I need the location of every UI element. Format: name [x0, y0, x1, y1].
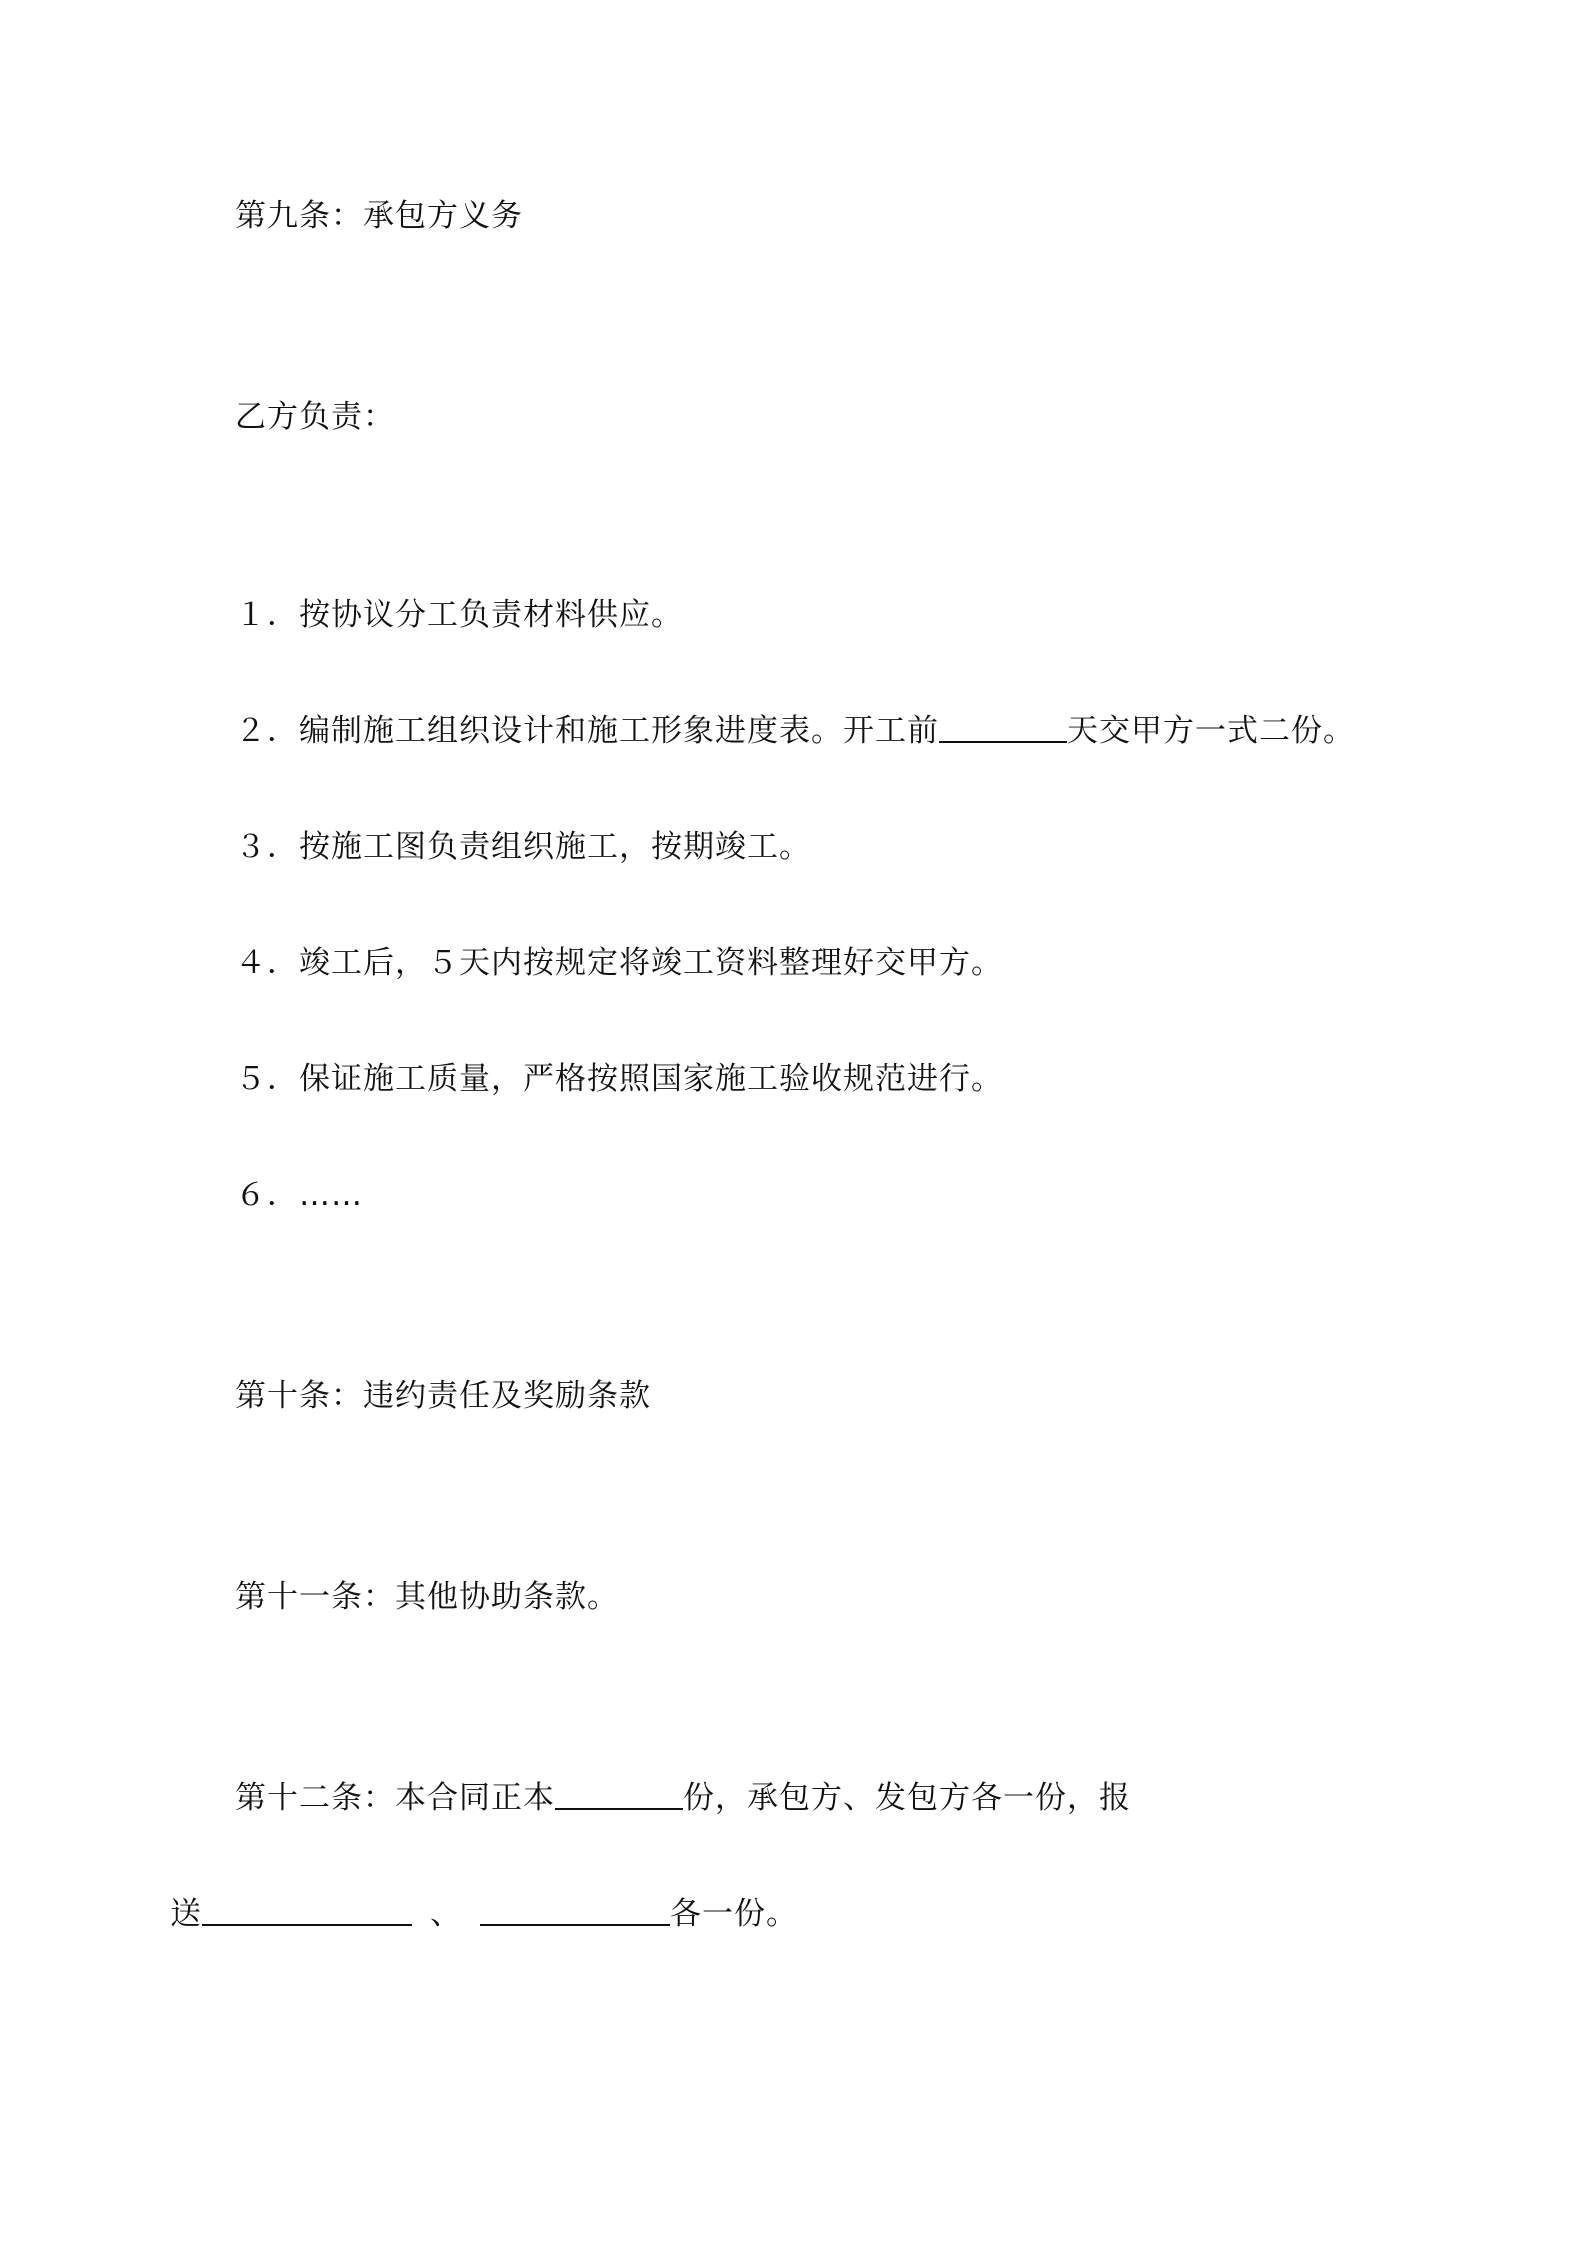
- article9-item-1: １．按协议分工负责材料供应。: [235, 597, 683, 633]
- article12-send: 送: [170, 1896, 202, 1932]
- article12-separator: 、: [430, 1896, 462, 1932]
- article12-text-before: 第十二条：本合同正本: [235, 1780, 555, 1816]
- article10-heading: 第十条：违约责任及奖励条款: [235, 1378, 651, 1414]
- article9-intro: 乙方负责：: [235, 399, 395, 435]
- article12-line-1: [235, 1778, 1131, 1818]
- article9-item-2: [235, 711, 1355, 751]
- article9-item-3: ３．按施工图负责组织施工，按期竣工。: [235, 829, 811, 865]
- recipient-blank-1[interactable]: [202, 1894, 412, 1926]
- article9-item-6: ６．……: [235, 1177, 363, 1213]
- article12-text-middle: 份，承包方、发包方各一份，报: [683, 1780, 1131, 1816]
- article11-heading: 第十一条：其他协助条款。: [235, 1579, 619, 1615]
- copies-blank[interactable]: [555, 1778, 683, 1810]
- article12-line-2: [170, 1894, 798, 1934]
- days-blank[interactable]: [939, 711, 1067, 743]
- item-2-text-after: 天交甲方一式二份。: [1067, 713, 1355, 749]
- article12-text-end: 各一份。: [670, 1896, 798, 1932]
- recipient-blank-2[interactable]: [480, 1894, 670, 1926]
- article9-heading: 第九条：承包方义务: [235, 198, 523, 234]
- item-2-text-before: ２．编制施工组织设计和施工形象进度表。开工前: [235, 713, 939, 749]
- article9-item-5: ５．保证施工质量，严格按照国家施工验收规范进行。: [235, 1061, 1003, 1097]
- article9-item-4: ４．竣工后，５天内按规定将竣工资料整理好交甲方。: [235, 945, 1003, 981]
